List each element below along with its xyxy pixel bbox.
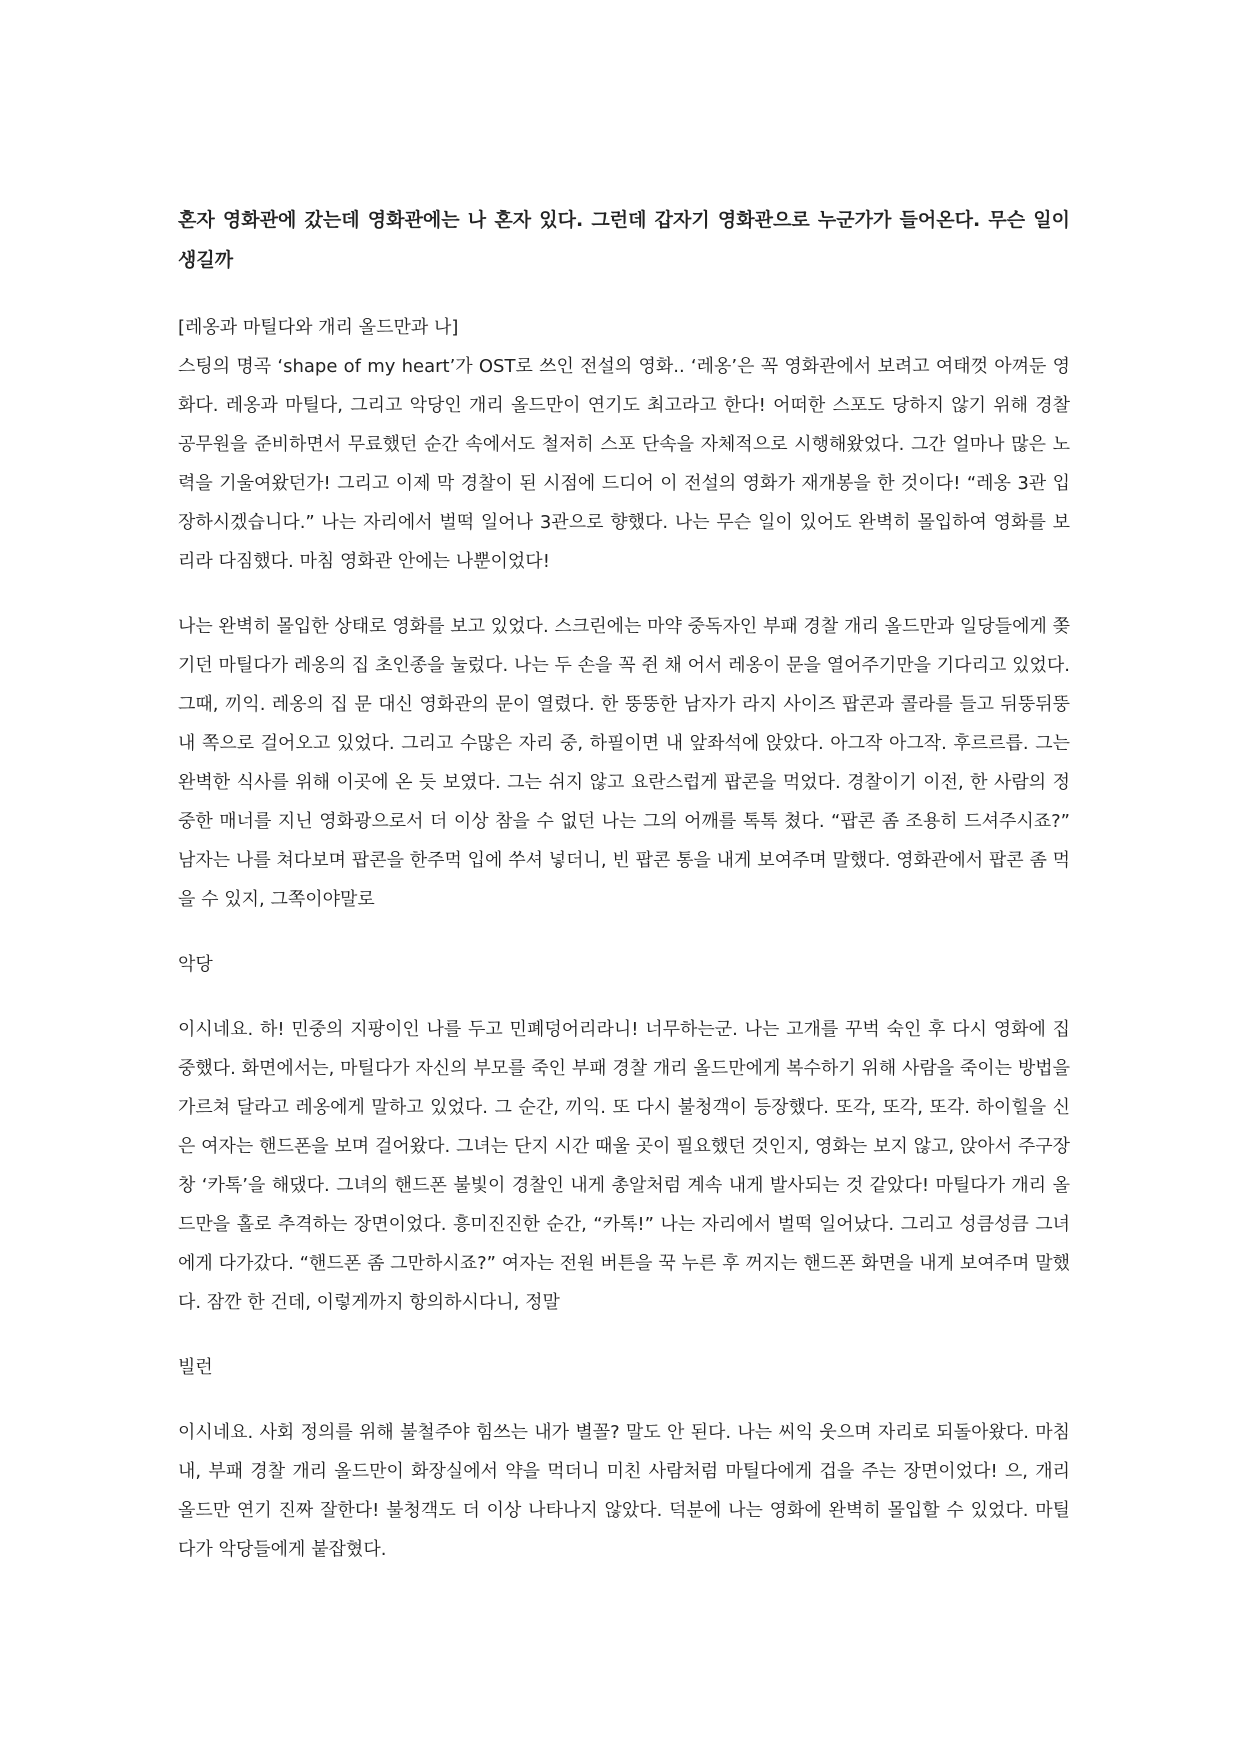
paragraph-5: 빌런 (178, 1357, 213, 1378)
document-page (178, 200, 1070, 1569)
paragraph-2: 나는 완벽히 몰입한 상태로 영화를 보고 있었다. 스크린에는 마약 중독자인 부패 경찰 개리 올드만과 일당들에게 쫒기던 마틸다가 레옹의 집 초인종을 눌렀다. 나는 두 손을 꼭 쥔 채 어서 레옹이 문을 열어주기만을 기다리고 있었다. 그때, 끼익. 레옹의 집 문 대신 영화관의 문이 열렸다. 한 뚱뚱한 남자가 라지 사이즈 팝콘과 콜라를 들고 뒤뚱뒤뚱 내 쪽으로 걸어오고 있었다. 그리고 수많은 자리 중, 하필이면 내 앞좌석에 앉았다. 아그작 아그작. 후르르릅. 그는 완벽한 식사를 위해 이곳에 온 듯 보였다. 그는 쉬지 않고 요란스럽게 팝콘을 먹었다. 경찰이기 이전, 한 사람의 정중한 매너를 지닌 영화광으로서 더 이상 참을 수 없던 나는 그의 어깨를 톡톡 쳤다. “팝콘 좀 조용히 드셔주시죠?” 남자는 나를 쳐다보며 팝콘을 한주먹 입에 쑤셔 넣더니, 빈 팝콘 통을 내게 보여주며 말했다. 영화관에서 팝콘 좀 먹을 수 있지, 그쪽이야말로 (178, 616, 1070, 910)
paragraph-4: 이시네요. 하! 민중의 지팡이인 나를 두고 민폐덩어리라니! 너무하는군. 나는 고개를 꾸벅 숙인 후 다시 영화에 집중했다. 화면에서는, 마틸다가 자신의 부모를 죽인 부패 경찰 개리 올드만에게 복수하기 위해 사람을 죽이는 방법을 가르쳐 달라고 레옹에게 말하고 있었다. 그 순간, 끼익. 또 다시 불청객이 등장했다. 또각, 또각, 또각. 하이힐을 신은 여자는 핸드폰을 보며 걸어왔다. 그녀는 단지 시간 때울 곳이 필요했던 것인지, 영화는 보지 않고, 앉아서 주구장창 ‘카톡’을 해댔다. 그녀의 핸드폰 불빛이 경찰인 내게 총알처럼 계속 내게 발사되는 것 같았다! 마틸다가 개리 올드만을 홀로 추격하는 장면이었다. 흥미진진한 순간, “카톡!” 나는 자리에서 벌떡 일어났다. 그리고 성큼성큼 그녀에게 다가갔다. “핸드폰 좀 그만하시죠?” 여자는 전원 버튼을 꾹 누른 후 꺼지는 핸드폰 화면을 내게 보여주며 말했다. 잠깐 한 건데, 이렇게까지 항의하시다니, 정말 (178, 1019, 1070, 1313)
document-subtitle: [레옹과 마틸다와 개리 올드만과 나] (178, 317, 459, 338)
paragraph-1: 스팅의 명곡 ‘shape of my heart’가 OST로 쓰인 전설의 영화.. ‘레옹’은 꼭 영화관에서 보려고 여태껏 아껴둔 영화다. 레옹과 마틸다, 그리고 악당인 개리 올드만이 연기도 최고라고 한다! 어떠한 스포도 당하지 않기 위해 경찰 공무원을 준비하면서 무료했던 순간 속에서도 철저히 스포 단속을 자체적으로 시행해왔었다. 그간 얼마나 많은 노력을 기울여왔던가! 그리고 이제 막 경찰이 된 시점에 드디어 이 전설의 영화가 재개봉을 한 것이다! “레옹 3관 입장하시겠습니다.” 나는 자리에서 벌떡 일어나 3관으로 향했다. 나는 무슨 일이 있어도 완벽히 몰입하여 영화를 보리라 다짐했다. 마침 영화관 안에는 나뿐이었다! (178, 356, 1070, 572)
document-title: 혼자 영화관에 갔는데 영화관에는 나 혼자 있다. 그런데 갑자기 영화관으로 누군가가 들어온다. 무슨 일이 생길까 (178, 209, 1070, 271)
paragraph-6: 이시네요. 사회 정의를 위해 불철주야 힘쓰는 내가 별꼴? 말도 안 된다. 나는 씨익 웃으며 자리로 되돌아왔다. 마침내, 부패 경찰 개리 올드만이 화장실에서 약을 먹더니 미친 사람처럼 마틸다에게 겁을 주는 장면이었다! 으, 개리 올드만 연기 진짜 잘한다! 불청객도 더 이상 나타나지 않았다. 덕분에 나는 영화에 완벽히 몰입할 수 있었다. 마틸다가 악당들에게 붙잡혔다. (178, 1422, 1070, 1560)
paragraph-3: 악당 (178, 954, 213, 975)
